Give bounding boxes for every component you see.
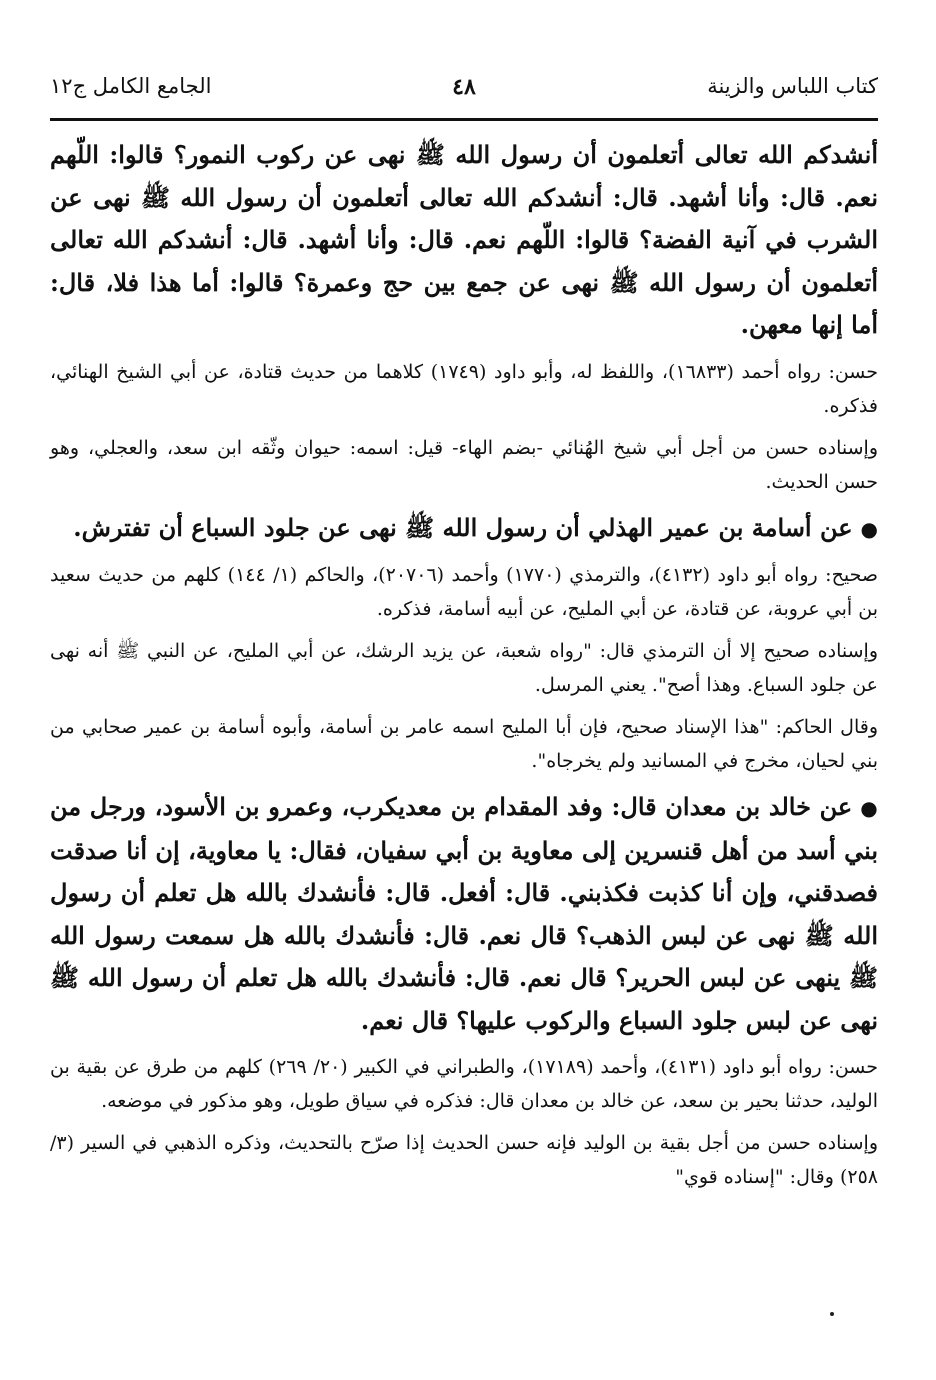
header-rule <box>50 118 878 121</box>
isnad-note: وإسناده صحيح إلا أن الترمذي قال: "رواه شعبة، عن يزيد الرشك، عن أبي المليح، عن النبي ﷺ أنه نهى عن جلود السباع. وهذا أصح". يعني المرسل. <box>50 640 878 696</box>
page-content <box>50 134 878 1202</box>
end-mark <box>830 1312 834 1316</box>
collection-title: الجامع الكامل ج١٢ <box>50 74 212 98</box>
page-number: ٤٨ <box>452 74 476 100</box>
isnad-note: وإسناده حسن من أجل أبي شيخ الهُنائي -بضم الهاء- قيل: اسمه: حيوان وثّقه ابن سعد، والعجلي، وهو حسن الحديث. <box>50 436 878 493</box>
bullet-icon: ● <box>860 516 878 541</box>
hadith-text: أنشدكم الله تعالى أتعلمون أن رسول الله ﷺ نهى عن ركوب النمور؟ قالوا: اللّهم نعم. قال: وأنا أشهد. قال: أنشدكم الله تعالى أتعلمون أن رسول الله ﷺ نهى عن الشرب في آنية الفضة؟ قالوا: اللّهم نعم. قال: وأنا أشهد. قال: أنشدكم الله تعالى أتعلمون أن رسول الله ﷺ نهى عن جمع بين حج وعمرة؟ قالوا: أما هذا فلا، قال: أما إنها معهن. <box>50 140 878 339</box>
hadith-text: ●عن أسامة بن عمير الهذلي أن رسول الله ﷺ نهى عن جلود السباع أن تفترش. <box>73 512 878 542</box>
takhrij-note: حسن: رواه أحمد (١٦٨٣٣)، واللفظ له، وأبو داود (١٧٤٩) كلاهما من حديث قتادة، عن أبي الشيخ الهنائي، فذكره. <box>50 360 878 417</box>
takhrij-note: صحيح: رواه أبو داود (٤١٣٢)، والترمذي (١٧٧٠) وأحمد (٢٠٧٠٦)، والحاكم (١/ ١٤٤) كلهم من حديث سعيد بن أبي عروبة، عن قتادة، عن أبي المليح، عن أبيه أسامة، فذكره. <box>50 564 878 620</box>
hakim-note: وقال الحاكم: "هذا الإسناد صحيح، فإن أبا المليح اسمه عامر بن أسامة، وأبوه أسامة بن عمير صحابي من بني لحيان، مخرج في المسانيد ولم يخرجاه". <box>50 716 879 772</box>
running-header <box>50 74 878 108</box>
hadith-text: ●عن خالد بن معدان قال: وفد المقدام بن معديكرب، وعمرو بن الأسود، ورجل من بني أسد من أهل قنسرين إلى معاوية بن أبي سفيان، فقال: يا معاوية، إن أنا صدقت فصدقني، وإن أنا كذبت فكذبني. قال: أفعل. قال: فأنشدك بالله هل تعلم أن رسول الله ﷺ نهى عن لبس الذهب؟ قال نعم. قال: فأنشدك بالله هل سمعت رسول الله ﷺ ينهى عن لبس الحرير؟ قال نعم. قال: فأنشدك بالله هل تعلم أن رسول الله ﷺ نهى عن لبس جلود السباع والركوب عليها؟ قال نعم. <box>50 792 879 1035</box>
book-title: كتاب اللباس والزينة <box>707 74 878 98</box>
bullet-icon: ● <box>860 796 878 820</box>
isnad-note: وإسناده حسن من أجل بقية بن الوليد فإنه حسن الحديث إذا صرّح بالتحديث، وذكره الذهبي في السير (٣/ ٢٥٨) وقال: "إسناده قوي" <box>50 1132 879 1188</box>
takhrij-note: حسن: رواه أبو داود (٤١٣١)، وأحمد (١٧١٨٩)، والطبراني في الكبير (٢٠/ ٢٦٩) كلهم من طرق عن بقية بن الوليد، حدثنا بحير بن سعد، عن خالد بن معدان قال: فذكره في سياق طويل، وهو مذكور في موضعه. <box>50 1056 879 1112</box>
